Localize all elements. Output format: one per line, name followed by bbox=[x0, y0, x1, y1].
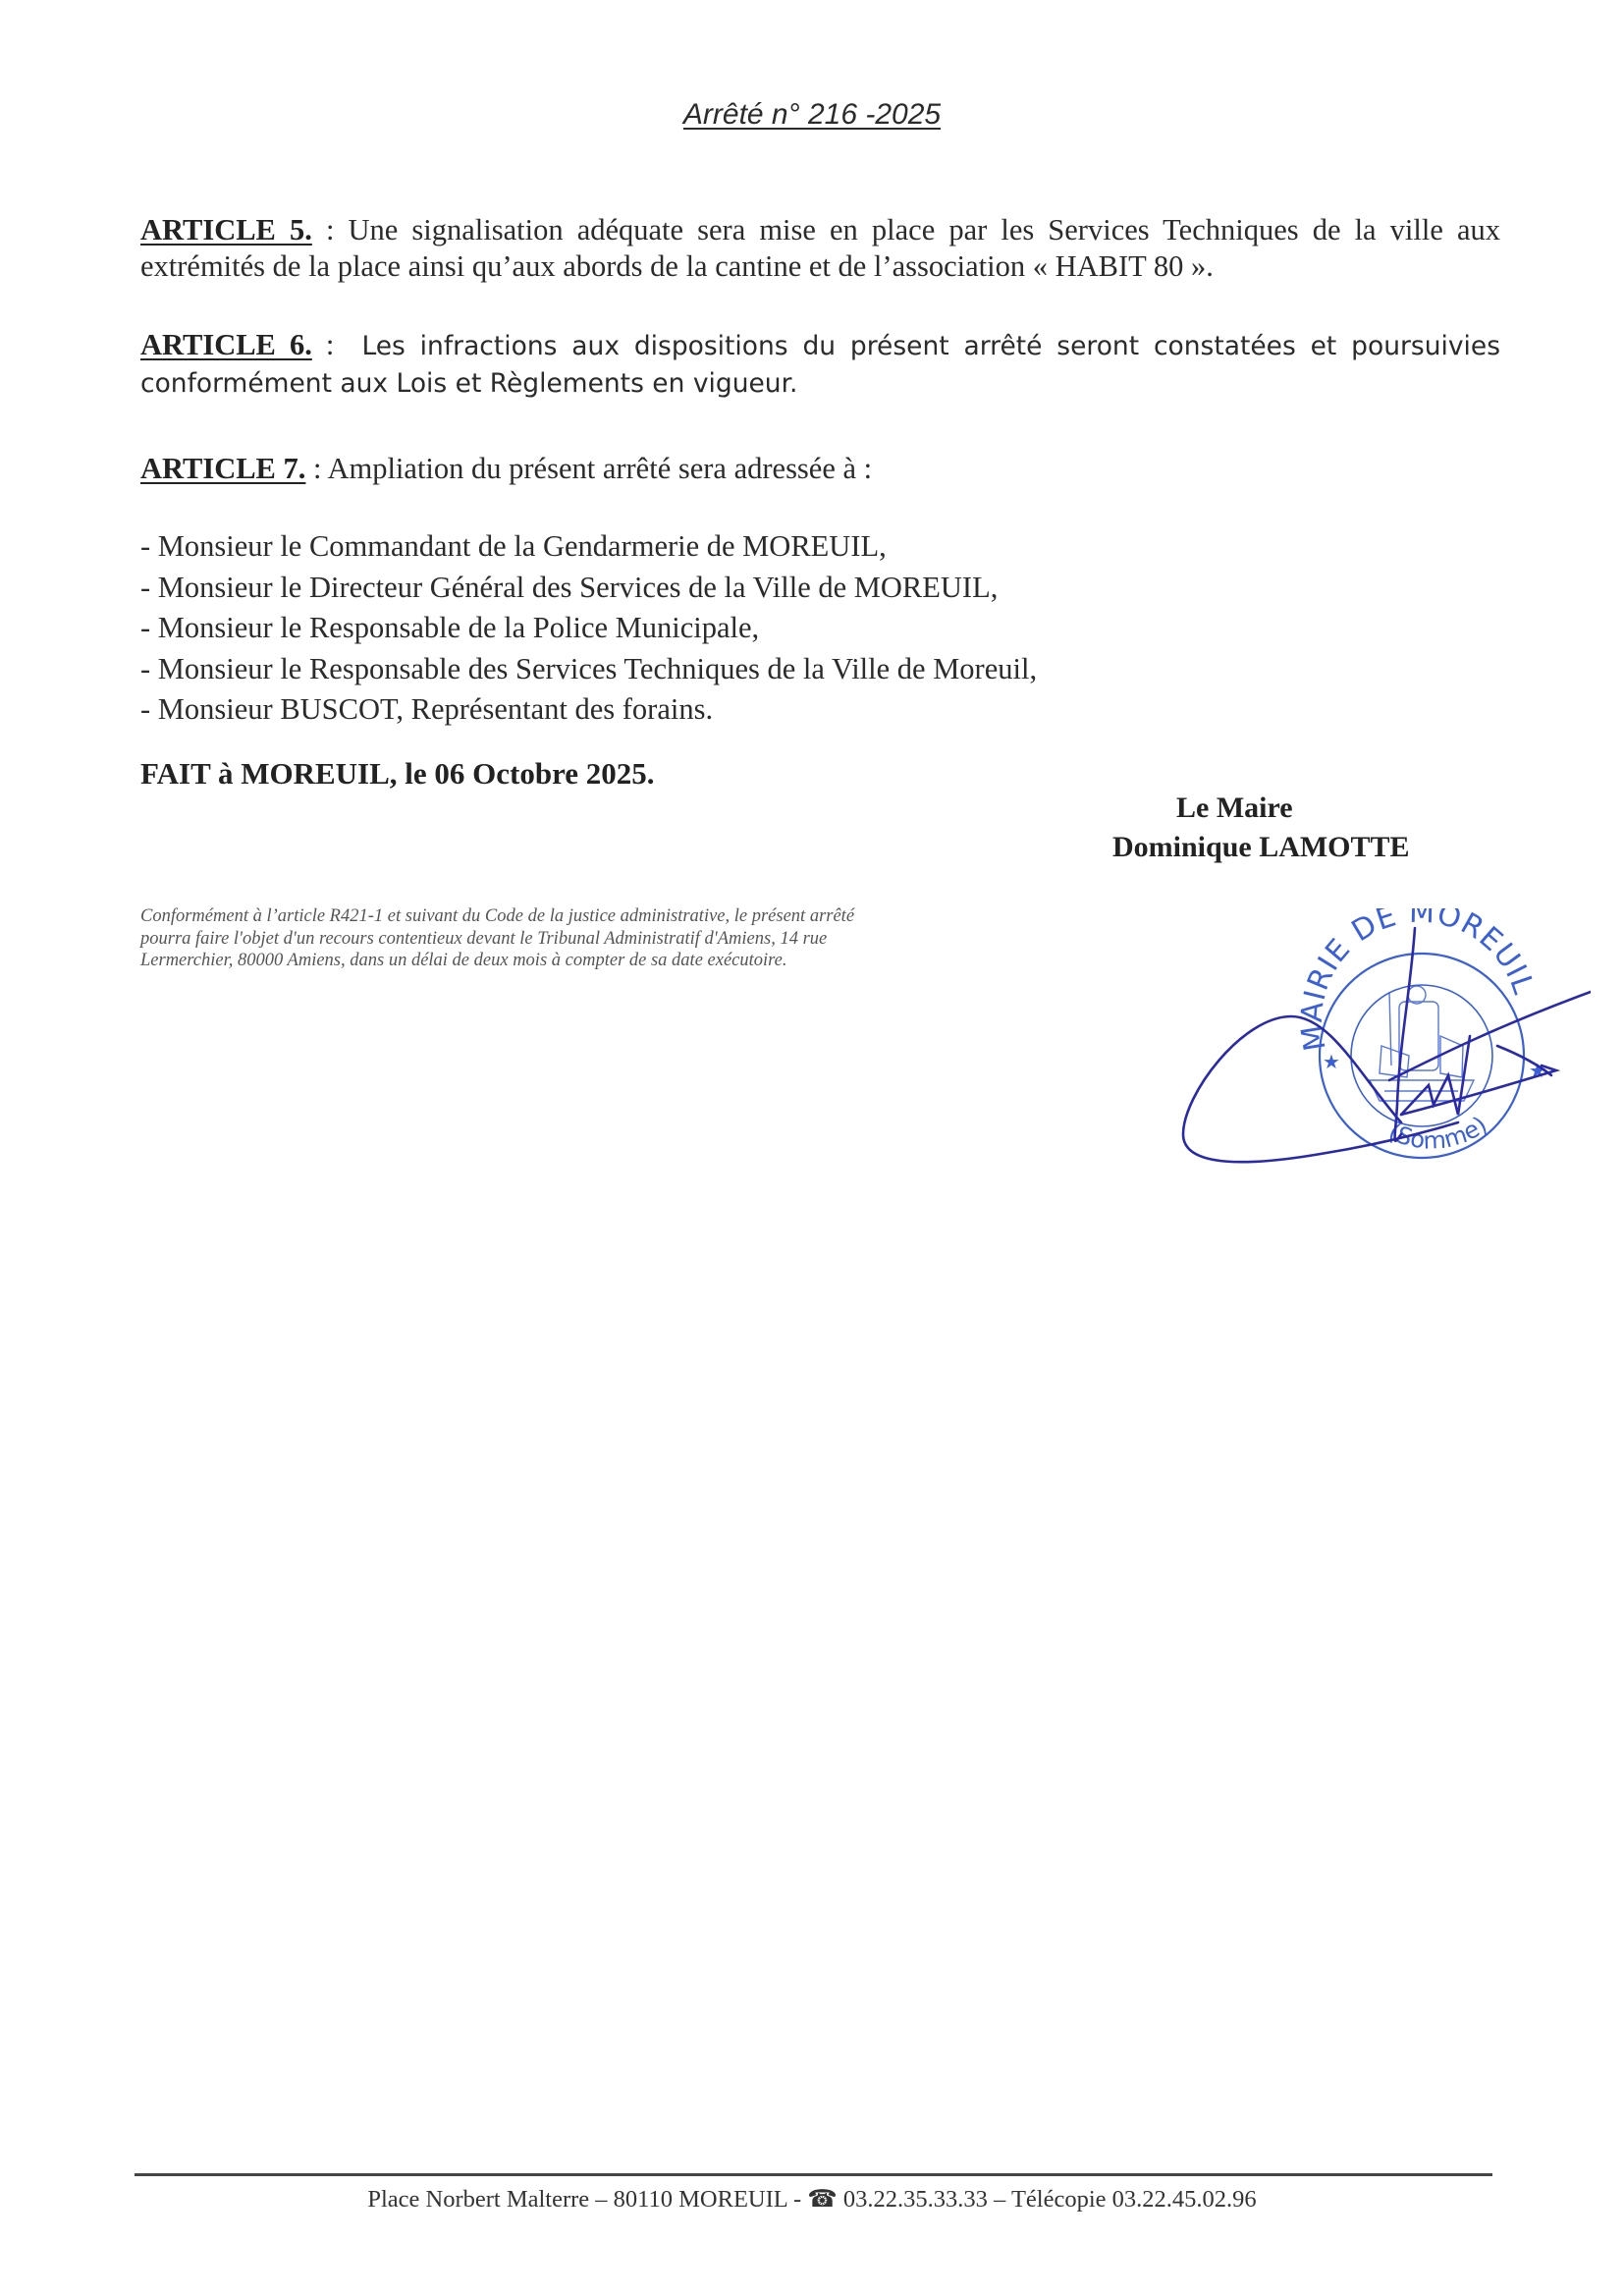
stamp-star-right-icon: ★ bbox=[1529, 1059, 1546, 1082]
footer-address: Place Norbert Malterre – 80110 MOREUIL - bbox=[367, 2186, 808, 2213]
recipients-list bbox=[140, 526, 1037, 731]
stamp-emblem-icon bbox=[1370, 986, 1474, 1101]
article-5-separator: : bbox=[311, 213, 349, 246]
article-6-text: Les infractions aux dispositions du présent arrêté seront constatées et poursuivies conformément aux Lois et Règlements en vigueur. bbox=[140, 331, 1501, 399]
article-6-separator: : bbox=[311, 328, 362, 361]
signer-name: Dominique LAMOTTE bbox=[1112, 831, 1410, 863]
recipient-item: - Monsieur BUSCOT, Représentant des forains. bbox=[140, 692, 714, 726]
decree-number bbox=[0, 98, 1624, 132]
recipient-item: - Monsieur le Directeur Général des Services de la Ville de MOREUIL, bbox=[140, 570, 999, 604]
decree-number-text: Arrêté n° 216 -2025 bbox=[682, 98, 942, 131]
stamp-top-text: MAIRIE DE MOREUIL bbox=[1294, 908, 1542, 1054]
article-7-label: ARTICLE 7. bbox=[140, 452, 306, 485]
signer-title: Le Maire bbox=[1176, 792, 1293, 824]
article-7-separator: : bbox=[305, 452, 328, 485]
stamp bbox=[1295, 908, 1546, 1158]
article-6-label: ARTICLE 6. bbox=[140, 328, 312, 361]
article-7 bbox=[140, 451, 1500, 487]
legal-notice: Conformément à l’article R421-1 et suivant du Code de la justice administrative, le présent arrêté pourra faire l'objet d'un recours contentieux devant le Tribunal Administratif d'Amiens, 14 rue Lermerchier, 80000 Amiens, dans un délai de deux mois à compter de sa date exécutoire. bbox=[140, 906, 855, 970]
recipient-item: - Monsieur le Responsable de la Police Municipale, bbox=[140, 611, 760, 644]
footer-phone-fax: 03.22.35.33.33 – Télécopie 03.22.45.02.96 bbox=[837, 2186, 1257, 2213]
footer-divider bbox=[135, 2173, 1492, 2176]
article-5-text: Une signalisation adéquate sera mise en place par les Services Techniques de la ville aux extrémités de la place ainsi qu’aux abords de la cantine et de l’association « HABIT 80 ». bbox=[140, 213, 1501, 283]
article-7-text: Ampliation du présent arrêté sera adressée à : bbox=[327, 452, 873, 485]
place-and-date: FAIT à MOREUIL, le 06 Octobre 2025. bbox=[140, 756, 655, 791]
seal-svg bbox=[1164, 908, 1591, 1178]
official-seal-and-signature bbox=[1164, 908, 1591, 1178]
stamp-star-left-icon: ★ bbox=[1323, 1050, 1340, 1073]
article-5 bbox=[140, 212, 1500, 285]
stamp-inner-ring bbox=[1351, 985, 1492, 1126]
footer-contact bbox=[0, 2184, 1624, 2214]
recipient-item: - Monsieur le Responsable des Services Techniques de la Ville de Moreuil, bbox=[140, 651, 1038, 685]
article-6 bbox=[140, 327, 1500, 402]
telephone-icon: ☎ bbox=[807, 2186, 838, 2213]
article-5-label: ARTICLE 5. bbox=[140, 213, 312, 246]
stamp-bottom-text: (Somme) bbox=[1383, 1111, 1492, 1155]
recipient-item: - Monsieur le Commandant de la Gendarmerie de MOREUIL, bbox=[140, 529, 887, 563]
